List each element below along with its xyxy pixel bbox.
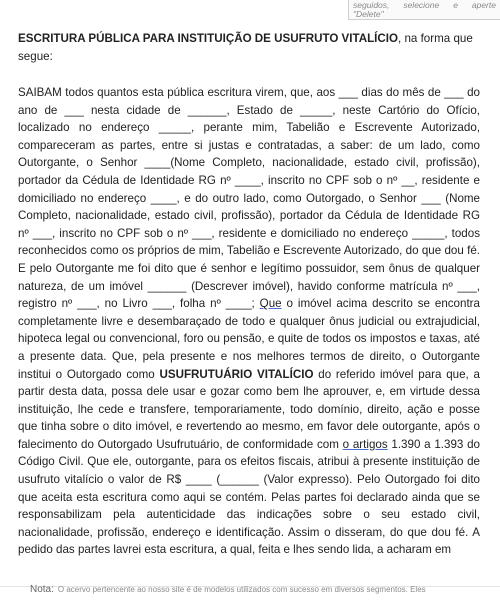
title-rest: , na forma que segue: (18, 32, 473, 63)
top-note-line-2: "Delete" (353, 9, 384, 19)
paragraph-part-2: o imóvel acima descrito se encontra completamente livre e desembaraçado de todo e qualquer ônus judicial ou extrajudicial, hipoteca legal ou convencional, foro ou pensão, e quite de todos os impostos e taxas, até a presente data. Que, pela presente e nos melhores termos de direito, o Outorgante institui o Outorgado como (18, 297, 480, 381)
paragraph-part-4: 1.390 a 1.393 do Código Civil. Que ele, outorgante, para os efeitos fiscais, atribui à presente instituição de usufruto vitalício o valor de R$ ____ (______ (Valor expresso). Pelo Outorgado foi dito que aceita esta escritura como aqui se contém. Pelas partes foi declarado ainda que se responsabilizam pela autenticidade das indicações sobre o seu estado civil, nacionalidade, profissão, endereço e identificação. Assim o disseram, do que dou fé. A pedido das partes lavrei esta escritura, a qual, feita e lhes sendo lida, a acharam em (18, 437, 481, 557)
paragraph-part-3: do referido imóvel para que, a partir desta data, possa dele usar e gozar como bem lhe aprouver, e, em virtude dessa instituição, lhe cede e transfere, temporariamente, todo domínio, direito, ação e posse que tinha sobre o dito imóvel, e revertendo ao mesmo, em favor dele outorgante, após o falecimento do Outorgado Usufrutuário, de conformidade com (18, 367, 480, 451)
top-note-word: seguidos, (353, 0, 390, 10)
top-note-word: selecione (403, 0, 440, 10)
top-note-word: e (453, 0, 458, 10)
paragraph-part-1: SAIBAM todos quantos esta pública escritura virem, que, aos ___ dias do mês de ___ do ano de ___ nesta cidade de ______, Estado de _____, neste Cartório do Ofício, localizado no endereço _____, perante mim, Tabelião e Escrevente Autorizado, compareceram as partes, entre si justas e contratadas, a saber: de um lado, como Outorgante, o Senhor ____(Nome Completo, nacionalidade, estado civil, profissão), portador da Cédula de Identidade RG nº ____, inscrito no CPF sob o nº __, residente e domiciliado no endereço ____, e do outro lado, como Outorgado, o Senhor ___ (Nome Completo, nacionalidade, estado civil, profissão), portador da Cédula de Identidade RG nº ___, inscrito no CPF sob o nº ___, residente e domiciliado no endereço _____, todos reconhecidos como os próprios de mim, Tabelião e Escrevente Autorizado, do que dou fé. E pelo Outorgante me foi dito que é senhor e legítimo possuidor, sem ônus de qualquer natureza, de um imóvel ______ (Descrever imóvel), havido conforme matrícula nº ___, registro nº ___, no Livro ___, folha nº ____; (18, 86, 480, 311)
footer-label: Nota: (30, 584, 54, 595)
spellcheck-word[interactable]: Que (259, 297, 282, 311)
document-paragraph (18, 84, 480, 559)
document-body (18, 30, 480, 559)
document-title (18, 30, 480, 66)
title-bold: ESCRITURA PÚBLICA PARA INSTITUIÇÃO DE USUFRUTO VITALÍCIO (18, 32, 399, 45)
footer-note (30, 584, 500, 600)
spellcheck-phrase[interactable]: o artigos (342, 437, 388, 451)
top-note-box (348, 0, 500, 20)
usufrutuario-bold: USUFRUTUÁRIO VITALÍCIO (159, 367, 314, 381)
top-note-word: aperte (471, 0, 496, 10)
footer-text: O acervo pertencente ao nosso site é de modelos utilizados com sucesso em diversos segmentos. Eles (57, 585, 426, 594)
